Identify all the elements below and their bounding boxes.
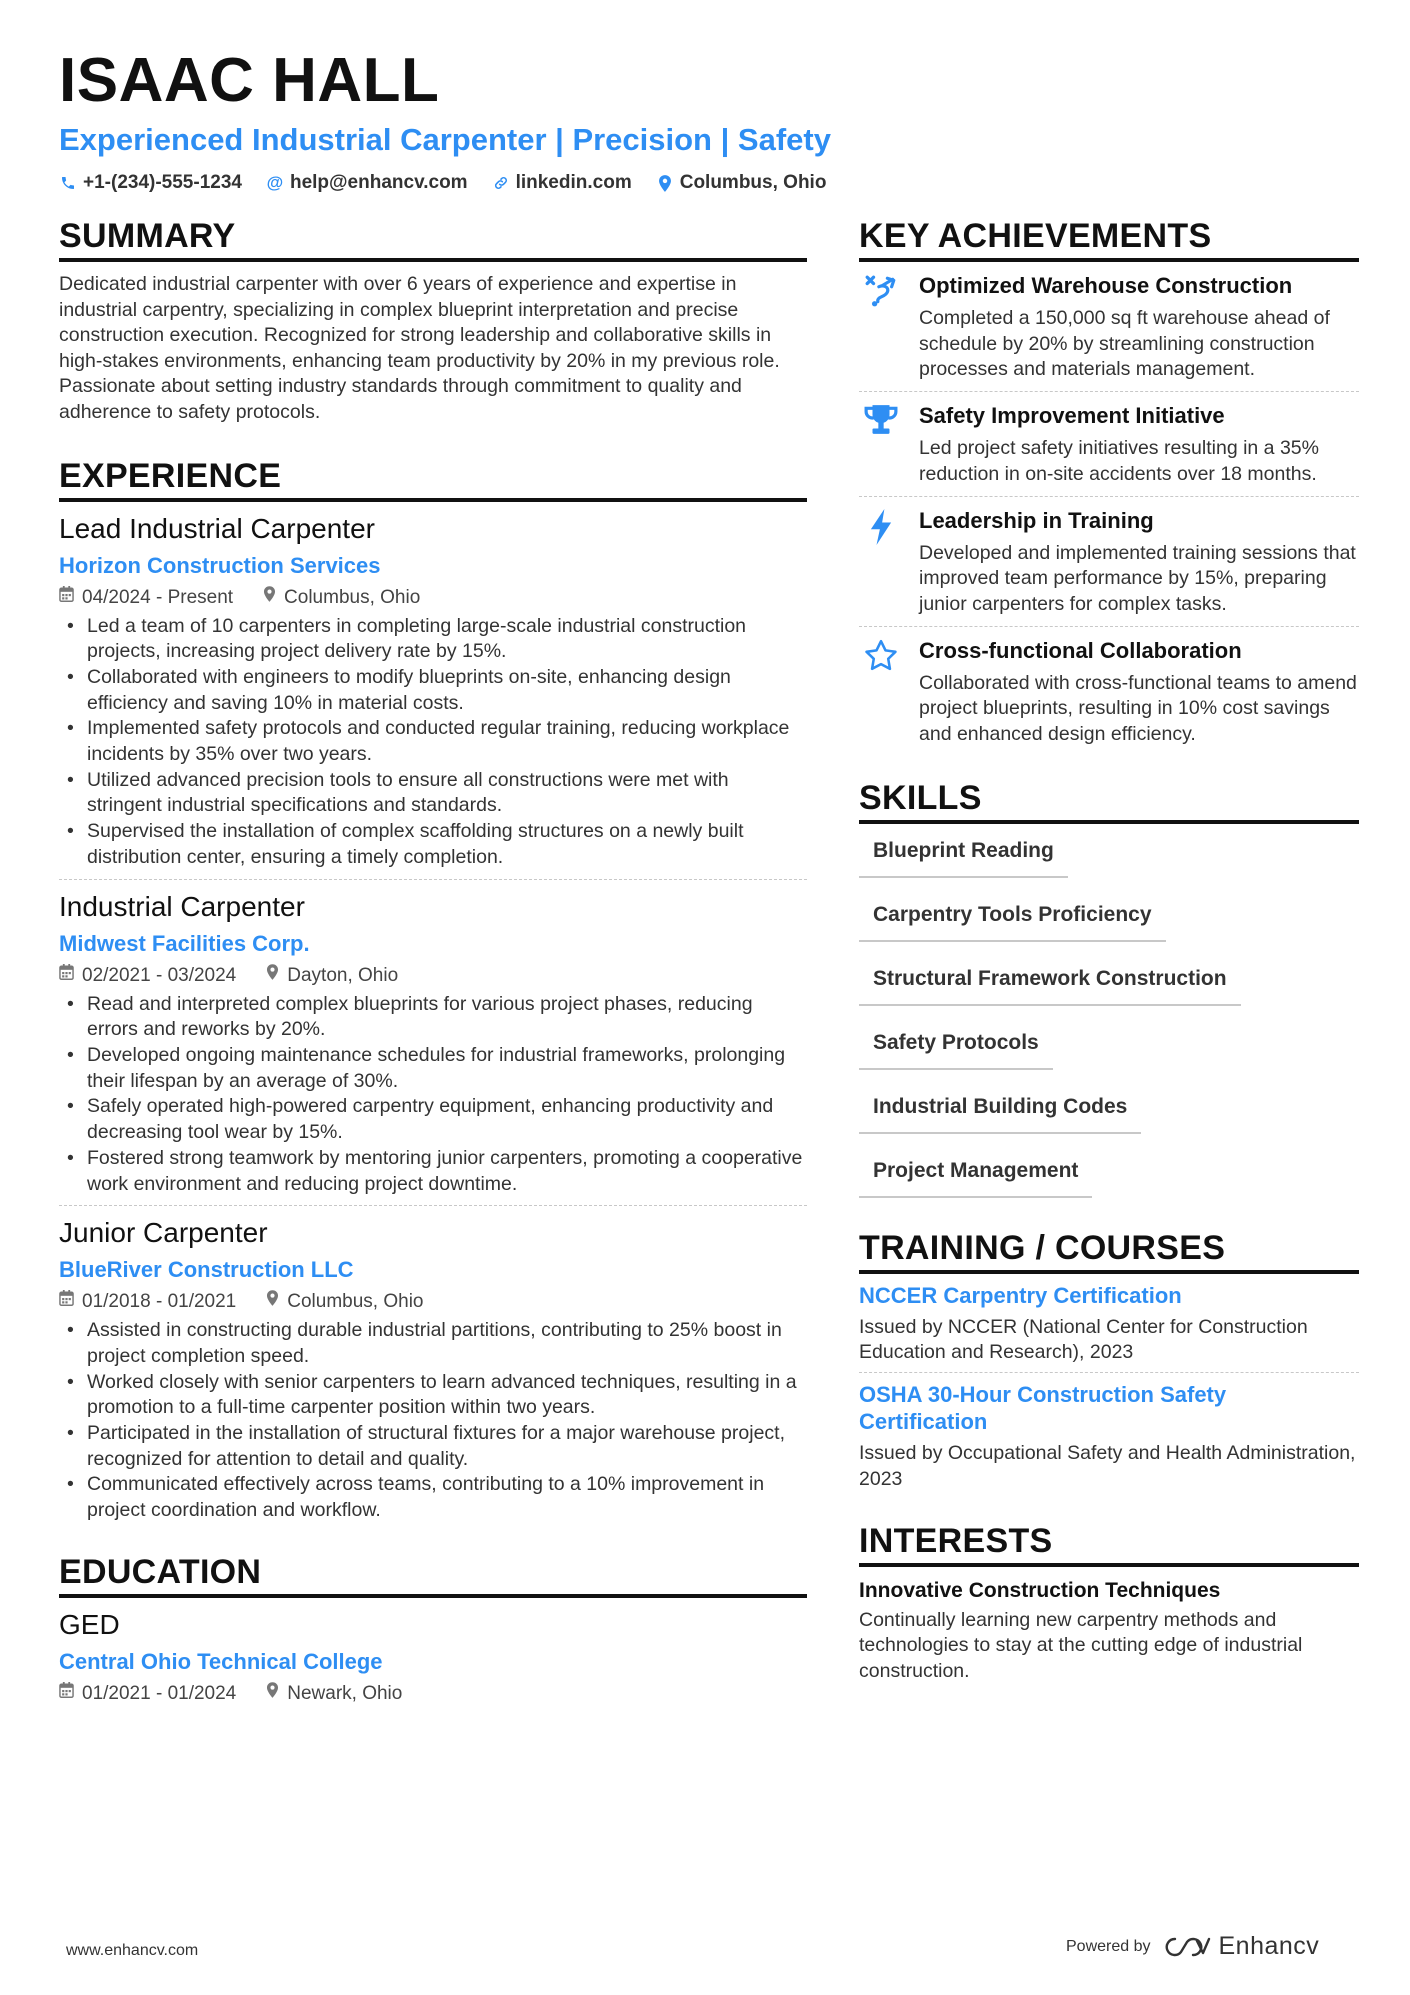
bullet-item: • Fostered strong teamwork by mentoring junior carpenters, promoting a cooperative work environment and reducing project downtime.	[59, 1146, 807, 1197]
bullet-item: • Utilized advanced precision tools to ensure all constructions were met with stringent industrial specifications and standards.	[59, 768, 807, 819]
summary-section	[59, 216, 807, 426]
education-entry	[59, 1608, 807, 1714]
bullet-item: • Supervised the installation of complex scaffolding structures on a newly built distribution center, ensuring a timely completion.	[59, 819, 807, 870]
education-dates-text: 01/2021 - 01/2024	[82, 1682, 237, 1704]
resume-header	[59, 46, 1359, 194]
education-dates	[59, 1682, 236, 1706]
bullet-item: • Worked closely with senior carpenters to learn advanced techniques, resulting in a promotion to a full-time carpenter position within two years.	[59, 1370, 807, 1421]
contact-phone[interactable]	[59, 172, 242, 194]
training-heading: TRAINING / COURSES	[859, 1228, 1359, 1274]
education-meta	[59, 1682, 807, 1706]
training-section	[859, 1228, 1359, 1499]
job-entry	[59, 1216, 807, 1532]
job-title: Industrial Carpenter	[59, 890, 305, 922]
path-route-icon	[859, 272, 903, 383]
footer-website[interactable]: www.enhancv.com	[66, 1942, 199, 1959]
skill-tag: Carpentry Tools Proficiency	[859, 900, 1166, 942]
job-location	[263, 586, 420, 610]
link-icon	[492, 175, 510, 191]
calendar-icon	[59, 964, 74, 988]
star-icon	[859, 637, 903, 748]
course-item	[859, 1274, 1359, 1373]
interests-section	[859, 1521, 1359, 1685]
skill-tag: Structural Framework Construction	[859, 964, 1241, 1006]
skill-tag: Project Management	[859, 1156, 1092, 1198]
location-icon	[656, 175, 674, 192]
job-location	[266, 1290, 423, 1314]
skill-tag: Safety Protocols	[859, 1028, 1053, 1070]
company-name: Midwest Facilities Corp.	[59, 930, 310, 956]
bullet-item: • Implemented safety protocols and conducted regular training, reducing workplace incidents by 35% over two years.	[59, 716, 807, 767]
job-dates	[59, 964, 236, 988]
achievement-title: Leadership in Training	[919, 507, 1154, 533]
contact-bar	[59, 172, 1359, 194]
achievement-title: Cross-functional Collaboration	[919, 637, 1242, 663]
job-entry	[59, 890, 807, 1207]
company-name: BlueRiver Construction LLC	[59, 1257, 354, 1283]
location-icon	[266, 1290, 279, 1314]
job-location-text: Dayton, Ohio	[287, 964, 399, 986]
course-title: NCCER Carpentry Certification	[859, 1282, 1182, 1308]
skills-heading: SKILLS	[859, 778, 1359, 824]
job-location	[266, 964, 398, 988]
job-dates-text: 01/2018 - 01/2021	[82, 1291, 237, 1313]
left-column	[59, 216, 807, 1714]
right-column	[859, 216, 1359, 1685]
achievements-heading: KEY ACHIEVEMENTS	[859, 216, 1359, 262]
job-bullets	[59, 1318, 807, 1524]
achievement-title: Safety Improvement Initiative	[919, 403, 1225, 429]
job-title: Junior Carpenter	[59, 1217, 268, 1249]
achievement-item	[859, 497, 1359, 627]
bullet-item: • Developed ongoing maintenance schedules for industrial frameworks, prolonging their lifespan by an average of 30%.	[59, 1043, 807, 1094]
interest-title: Innovative Construction Techniques	[859, 1578, 1221, 1602]
lightning-icon	[859, 507, 903, 618]
job-location-text: Columbus, Ohio	[284, 586, 421, 608]
job-entry	[59, 512, 807, 880]
education-location-text: Newark, Ohio	[287, 1682, 403, 1704]
job-meta	[59, 586, 807, 610]
education-location	[266, 1682, 402, 1706]
contact-email[interactable]	[266, 172, 468, 194]
candidate-name: ISAAC HALL	[59, 46, 440, 115]
skill-tag: Blueprint Reading	[859, 836, 1068, 878]
candidate-tagline: Experienced Industrial Carpenter | Precision | Safety	[59, 122, 831, 157]
skills-section	[859, 778, 1359, 1220]
bullet-item: • Participated in the installation of structural fixtures for a major warehouse project, recognized for attention to detail and quality.	[59, 1421, 807, 1472]
bullet-item: • Communicated effectively across teams, contributing to a 10% improvement in project coordination and workflow.	[59, 1472, 807, 1523]
company-name: Horizon Construction Services	[59, 552, 381, 578]
phone-icon	[59, 175, 77, 191]
achievement-desc: Collaborated with cross-functional teams to amend project blueprints, resulting in 10% cost savings and enhanced design efficiency.	[919, 671, 1357, 746]
enhancv-logo-icon	[1165, 1935, 1211, 1959]
education-section	[59, 1552, 807, 1714]
summary-heading: SUMMARY	[59, 216, 807, 262]
achievement-title: Optimized Warehouse Construction	[919, 273, 1293, 298]
interest-desc: Continually learning new carpentry methods and technologies to stay at the cutting edge of industrial construction.	[859, 1608, 1303, 1682]
job-dates-text: 04/2024 - Present	[82, 586, 234, 608]
job-meta	[59, 964, 807, 988]
trophy-icon	[859, 402, 903, 487]
location-icon	[266, 1682, 279, 1706]
course-title: OSHA 30-Hour Construction Safety Certification	[859, 1382, 1227, 1435]
contact-location-text: Columbus, Ohio	[679, 172, 827, 193]
achievement-desc: Developed and implemented training sessions that improved team performance by 15%, preparing junior carpenters for complex tasks.	[919, 541, 1356, 615]
enhancv-logo	[1165, 1932, 1320, 1961]
job-location-text: Columbus, Ohio	[287, 1291, 424, 1313]
experience-heading: EXPERIENCE	[59, 456, 807, 502]
calendar-icon	[59, 586, 74, 610]
job-meta	[59, 1290, 807, 1314]
achievement-item	[859, 262, 1359, 392]
contact-location	[656, 172, 827, 194]
brand-name: Enhancv	[1218, 1932, 1320, 1960]
achievements-section	[859, 216, 1359, 756]
skill-tag: Industrial Building Codes	[859, 1092, 1141, 1134]
powered-by-text: Powered by	[1066, 1937, 1151, 1955]
footer-brand[interactable]	[1066, 1932, 1319, 1961]
achievement-item	[859, 392, 1359, 496]
course-desc: Issued by Occupational Safety and Health Administration, 2023	[859, 1442, 1356, 1490]
skills-list	[859, 836, 1359, 1220]
job-dates	[59, 586, 233, 610]
bullet-item: • Collaborated with engineers to modify blueprints on-site, enhancing design efficiency and saving 10% in material costs.	[59, 665, 807, 716]
job-bullets	[59, 992, 807, 1198]
school-name: Central Ohio Technical College	[59, 1648, 383, 1674]
location-icon	[266, 964, 279, 988]
achievement-item	[859, 627, 1359, 756]
job-bullets	[59, 614, 807, 871]
location-icon	[263, 586, 276, 610]
job-dates	[59, 1290, 236, 1314]
course-item	[859, 1373, 1359, 1498]
bullet-item: • Safely operated high-powered carpentry equipment, enhancing productivity and decreasing tool wear by 15%.	[59, 1094, 807, 1145]
contact-email-text: help@enhancv.com	[289, 172, 468, 193]
education-heading: EDUCATION	[59, 1552, 807, 1598]
course-desc: Issued by NCCER (National Center for Construction Education and Research), 2023	[859, 1315, 1308, 1364]
achievement-desc: Completed a 150,000 sq ft warehouse ahead of schedule by 20% by streamlining construction processes and materials management.	[919, 307, 1330, 381]
summary-text: Dedicated industrial carpenter with over 6 years of experience and expertise in industrial carpentry, specializing in complex blueprint interpretation and precise construction execution. Recognized for strong leadership and collaborative skills in high-stakes environments, enhancing team productivity by 20% in my previous role. Passionate about setting industry standards through commitment to quality and adherence to safety protocols.	[59, 273, 780, 423]
job-title: Lead Industrial Carpenter	[59, 512, 375, 544]
bullet-item: • Led a team of 10 carpenters in completing large-scale industrial construction projects, increasing project delivery rate by 15%.	[59, 614, 807, 665]
bullet-item: • Assisted in constructing durable industrial partitions, contributing to 25% boost in project completion speed.	[59, 1318, 807, 1369]
experience-section	[59, 456, 807, 1532]
degree-title: GED	[59, 1608, 120, 1640]
calendar-icon	[59, 1682, 74, 1706]
contact-phone-text: +1-(234)-555-1234	[83, 172, 242, 193]
achievement-desc: Led project safety initiatives resulting in a 35% reduction in on-site accidents over 18 months.	[919, 437, 1319, 485]
interests-heading: INTERESTS	[859, 1521, 1359, 1567]
job-dates-text: 02/2021 - 03/2024	[82, 964, 237, 986]
contact-linkedin[interactable]	[492, 172, 632, 194]
calendar-icon	[59, 1290, 74, 1314]
at-icon: @	[266, 173, 284, 192]
bullet-item: • Read and interpreted complex blueprints for various project phases, reducing errors and reworks by 20%.	[59, 992, 807, 1043]
contact-linkedin-text: linkedin.com	[515, 172, 632, 193]
